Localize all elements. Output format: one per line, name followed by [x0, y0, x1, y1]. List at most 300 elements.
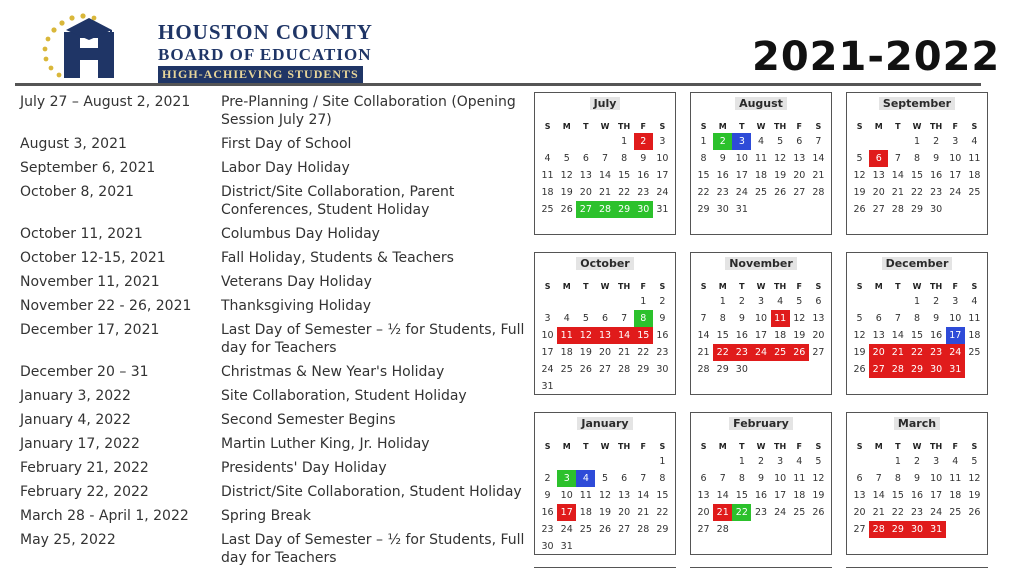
weekday-header: F [796, 441, 802, 451]
calendar-day: 30 [716, 204, 729, 215]
weekday-header: T [739, 441, 745, 451]
calendar-day: 29 [716, 364, 729, 375]
calendar-day: 10 [754, 313, 768, 324]
calendar-day: 23 [732, 344, 751, 361]
calendar-october [534, 252, 676, 395]
calendar-day: 19 [812, 490, 825, 501]
calendar-day: 5 [563, 153, 570, 164]
event-date: October 11, 2021 [20, 226, 143, 242]
calendar-day: 30 [735, 364, 748, 375]
calendar-day: 11 [949, 473, 962, 484]
calendar-day: 27 [869, 361, 888, 378]
calendar-empty-cell [576, 293, 595, 310]
event-row [20, 183, 525, 219]
event-date: October 8, 2021 [20, 184, 134, 200]
calendar-day: 22 [910, 187, 924, 198]
event-row [20, 93, 525, 129]
calendar-day: 28 [891, 204, 904, 215]
district-logo [40, 10, 373, 82]
event-row [20, 273, 525, 291]
calendar-day: 10 [949, 153, 962, 164]
weekday-header: TH [618, 441, 631, 451]
weekday-header: T [739, 281, 745, 291]
calendar-day: 20 [872, 187, 885, 198]
weekday-header: TH [774, 441, 787, 451]
weekday-header: W [912, 441, 922, 451]
calendar-day: 30 [656, 364, 669, 375]
calendar-day: 3 [557, 470, 576, 487]
calendar-day: 6 [796, 136, 803, 147]
calendar-day: 1 [894, 456, 901, 467]
calendar-day: 2 [933, 296, 940, 307]
calendar-empty-cell [850, 453, 869, 470]
calendar-day: 5 [582, 313, 589, 324]
event-row [20, 483, 525, 501]
weekday-header: M [562, 121, 571, 131]
weekday-header: F [796, 121, 802, 131]
event-row [20, 249, 525, 267]
calendar-day: 21 [888, 344, 907, 361]
calendar-day: 26 [790, 344, 809, 361]
weekday-header: S [659, 441, 666, 451]
calendar-day: 9 [933, 313, 940, 324]
calendar-day: 2 [913, 456, 921, 467]
calendar-day: 15 [910, 170, 924, 181]
event-description: District/Site Collaboration, Parent Conferences, Student Holiday [221, 184, 455, 218]
month-name: March [894, 417, 940, 430]
weekday-header: S [659, 121, 666, 131]
calendar-day: 29 [697, 204, 710, 215]
weekday-header: T [583, 281, 589, 291]
weekday-header: S [815, 441, 822, 451]
calendar-day: 2 [634, 133, 653, 150]
calendar-day: 12 [968, 473, 981, 484]
event-date: November 11, 2021 [20, 274, 160, 290]
calendar-day: 8 [659, 473, 666, 484]
weekday-header: W [600, 281, 610, 291]
calendar-day: 22 [732, 504, 751, 521]
calendar-day: 24 [541, 364, 554, 375]
org-tagline: HIGH-ACHIEVING STUDENTS [158, 66, 363, 83]
weekday-header: F [952, 281, 958, 291]
weekday-header: W [756, 121, 766, 131]
calendar-day: 5 [601, 473, 609, 484]
calendar-march [846, 412, 988, 555]
calendar-day: 12 [598, 490, 612, 501]
calendar-day: 3 [952, 296, 959, 307]
calendar-day: 17 [656, 170, 669, 181]
calendar-day: 18 [754, 170, 768, 181]
calendar-day: 18 [774, 330, 787, 341]
event-description: Fall Holiday, Students & Teachers [221, 250, 454, 266]
calendar-day: 13 [793, 153, 806, 164]
calendar-day: 4 [563, 313, 570, 324]
calendar-day: 19 [579, 347, 592, 358]
calendar-day-grid [694, 439, 828, 538]
calendar-day: 12 [853, 330, 866, 341]
event-date: July 27 – August 2, 2021 [20, 94, 191, 110]
calendar-day: 20 [598, 347, 612, 358]
calendar-day-grid [850, 119, 984, 218]
calendar-day: 15 [618, 170, 631, 181]
calendar-day: 31 [735, 204, 748, 215]
calendar-day: 5 [971, 456, 978, 467]
calendar-day: 8 [894, 473, 901, 484]
calendar-day: 14 [891, 170, 904, 181]
weekday-header: T [583, 441, 589, 451]
calendar-day: 29 [656, 524, 669, 535]
calendar-day: 16 [637, 170, 650, 181]
calendar-month-title [847, 97, 987, 111]
event-description: Last Day of Semester – ½ for Students, Full day for Teachers [221, 322, 525, 356]
calendar-day: 6 [601, 313, 609, 324]
calendar-month-title [535, 417, 675, 431]
calendar-empty-cell [576, 453, 595, 470]
calendar-day: 29 [888, 521, 907, 538]
calendar-day: 28 [812, 187, 825, 198]
calendar-day: 15 [656, 490, 669, 501]
calendar-day: 14 [891, 330, 904, 341]
calendar-day: 13 [579, 170, 592, 181]
weekday-header: S [971, 441, 978, 451]
calendar-day: 12 [560, 170, 573, 181]
calendar-day: 18 [968, 170, 981, 181]
calendar-day: 17 [946, 327, 965, 344]
calendar-day: 26 [579, 364, 592, 375]
calendar-day: 10 [949, 313, 962, 324]
calendar-day: 20 [697, 507, 710, 518]
calendar-day: 3 [933, 456, 940, 467]
calendar-day: 11 [968, 153, 981, 164]
event-date: May 25, 2022 [20, 532, 116, 548]
calendar-day: 8 [738, 473, 745, 484]
event-description: Christmas & New Year's Holiday [221, 364, 445, 380]
weekday-header: M [874, 121, 883, 131]
weekday-header: M [562, 441, 571, 451]
calendar-november [690, 252, 832, 395]
calendar-day: 21 [697, 347, 710, 358]
calendar-day: 22 [891, 507, 904, 518]
calendar-empty-cell [615, 453, 634, 470]
calendar-day: 26 [853, 364, 866, 375]
calendar-december [846, 252, 988, 395]
next-month-calendar-edge [534, 567, 676, 572]
calendar-empty-cell [538, 133, 557, 150]
calendar-day: 1 [719, 296, 726, 307]
calendar-january [534, 412, 676, 555]
calendar-empty-cell [850, 293, 869, 310]
calendar-day: 25 [949, 507, 962, 518]
calendar-day: 21 [872, 507, 885, 518]
calendar-empty-cell [888, 293, 907, 310]
weekday-header: TH [774, 121, 787, 131]
calendar-day: 24 [949, 187, 962, 198]
calendar-day: 24 [930, 507, 943, 518]
weekday-header: S [700, 441, 707, 451]
calendar-day: 22 [713, 344, 732, 361]
calendar-day: 22 [656, 507, 669, 518]
calendar-day: 22 [907, 344, 926, 361]
calendar-day-grid [850, 279, 984, 378]
calendar-day: 27 [576, 201, 595, 218]
calendar-day: 27 [872, 204, 885, 215]
calendar-day: 29 [637, 364, 650, 375]
calendar-day: 25 [579, 524, 592, 535]
calendar-day: 28 [595, 201, 614, 218]
calendar-day: 23 [656, 347, 669, 358]
calendar-day: 4 [576, 470, 595, 487]
weekday-header: F [640, 441, 646, 451]
calendar-day: 7 [894, 313, 901, 324]
event-date: January 4, 2022 [20, 412, 131, 428]
calendar-day: 2 [713, 133, 732, 150]
calendar-february [690, 412, 832, 555]
calendar-day: 23 [754, 507, 768, 518]
month-name: July [590, 97, 621, 110]
calendar-day: 4 [952, 456, 959, 467]
calendar-day: 20 [853, 507, 866, 518]
calendar-day: 3 [777, 456, 784, 467]
calendar-day: 26 [968, 507, 981, 518]
calendar-day: 9 [913, 473, 921, 484]
weekday-header: T [739, 121, 745, 131]
next-month-calendar-edge [690, 567, 832, 572]
event-description: Presidents' Day Holiday [221, 460, 387, 476]
weekday-header: S [659, 281, 666, 291]
calendar-day: 11 [793, 473, 806, 484]
calendar-day: 19 [774, 170, 787, 181]
calendar-empty-cell [869, 133, 888, 150]
calendar-day: 13 [853, 490, 866, 501]
event-description: District/Site Collaboration, Student Holiday [221, 484, 522, 500]
calendar-day: 4 [544, 153, 551, 164]
calendar-day: 25 [968, 347, 981, 358]
calendar-day: 31 [656, 204, 669, 215]
weekday-header: M [718, 441, 727, 451]
calendar-empty-cell [595, 133, 614, 150]
weekday-header: F [796, 281, 802, 291]
calendar-day: 8 [621, 153, 628, 164]
calendar-day: 24 [656, 187, 669, 198]
calendar-empty-cell [557, 293, 576, 310]
weekday-header: F [952, 441, 958, 451]
weekday-header: TH [774, 281, 787, 291]
weekday-header: TH [930, 281, 943, 291]
calendar-day: 11 [579, 490, 592, 501]
calendar-day: 2 [757, 456, 765, 467]
calendar-empty-cell [538, 293, 557, 310]
event-row [20, 135, 525, 153]
logo-emblem-icon [40, 10, 158, 82]
calendar-day: 23 [930, 187, 943, 198]
weekday-header: S [544, 281, 551, 291]
calendar-day: 14 [697, 330, 710, 341]
calendar-day: 31 [946, 361, 965, 378]
calendar-day: 18 [541, 187, 554, 198]
calendar-day: 12 [774, 153, 787, 164]
calendar-day: 18 [793, 490, 806, 501]
calendar-day: 14 [716, 490, 729, 501]
weekday-header: S [544, 121, 551, 131]
event-date: February 21, 2022 [20, 460, 149, 476]
calendar-day: 3 [659, 136, 666, 147]
calendar-empty-cell [694, 453, 713, 470]
calendar-day: 2 [738, 296, 745, 307]
month-name: November [725, 257, 797, 270]
school-year-title: 2021-2022 [752, 34, 1001, 80]
calendar-day: 16 [656, 330, 669, 341]
calendar-day: 19 [793, 330, 806, 341]
calendar-day: 5 [777, 136, 784, 147]
calendar-day: 10 [774, 473, 787, 484]
weekday-header: W [600, 121, 610, 131]
calendar-day: 25 [560, 364, 573, 375]
weekday-header: F [952, 121, 958, 131]
calendar-day: 16 [541, 507, 554, 518]
org-name-line1: HOUSTON COUNTY [158, 20, 373, 44]
calendar-day: 7 [621, 313, 628, 324]
event-row [20, 411, 525, 429]
event-row [20, 297, 525, 315]
event-description: Second Semester Begins [221, 412, 396, 428]
calendar-day: 17 [930, 490, 943, 501]
weekday-header: T [895, 281, 901, 291]
calendar-month-title [847, 417, 987, 431]
calendar-day: 12 [576, 327, 595, 344]
calendar-september [846, 92, 988, 235]
weekday-header: W [600, 441, 610, 451]
calendar-day-grid [850, 439, 984, 538]
header-divider [15, 83, 981, 86]
calendar-day: 7 [719, 473, 726, 484]
calendar-day: 24 [735, 187, 748, 198]
calendar-day: 9 [719, 153, 726, 164]
weekday-header: S [815, 281, 822, 291]
calendar-day: 14 [598, 170, 612, 181]
calendar-day: 22 [697, 187, 710, 198]
calendar-day: 24 [946, 344, 965, 361]
calendar-day: 25 [793, 507, 806, 518]
next-month-calendar-edge [846, 567, 988, 572]
calendar-day: 22 [637, 347, 650, 358]
calendar-day: 12 [853, 170, 866, 181]
calendar-day: 7 [875, 473, 882, 484]
calendar-day: 19 [598, 507, 612, 518]
weekday-header: S [815, 121, 822, 131]
month-name: January [577, 417, 632, 430]
calendar-day: 10 [930, 473, 943, 484]
calendar-day: 5 [856, 153, 863, 164]
calendar-day: 5 [796, 296, 803, 307]
calendar-day: 23 [927, 344, 946, 361]
calendar-day: 14 [812, 153, 825, 164]
event-date: January 3, 2022 [20, 388, 131, 404]
calendar-day: 27 [853, 524, 866, 535]
calendar-day-grid [538, 119, 672, 218]
calendar-day: 28 [716, 524, 729, 535]
month-name: August [735, 97, 787, 110]
event-date: September 6, 2021 [20, 160, 156, 176]
calendar-empty-cell [869, 293, 888, 310]
weekday-header: M [874, 281, 883, 291]
calendar-day: 4 [971, 136, 978, 147]
event-date: November 22 - 26, 2021 [20, 298, 192, 314]
calendar-day: 3 [952, 136, 959, 147]
event-date: March 28 - April 1, 2022 [20, 508, 189, 524]
calendar-day: 4 [757, 136, 765, 147]
calendar-day: 10 [656, 153, 669, 164]
weekday-header: W [756, 441, 766, 451]
event-date: February 22, 2022 [20, 484, 149, 500]
event-description: Thanksgiving Holiday [221, 298, 372, 314]
calendar-day: 6 [869, 150, 888, 167]
calendar-day-grid [694, 119, 828, 218]
calendar-day: 13 [697, 490, 710, 501]
event-row [20, 321, 525, 357]
event-row [20, 159, 525, 177]
calendar-day: 8 [913, 153, 921, 164]
calendar-day: 11 [557, 327, 576, 344]
calendar-day: 17 [949, 170, 962, 181]
calendar-day: 28 [869, 521, 888, 538]
calendar-empty-cell [576, 133, 595, 150]
calendar-day: 11 [541, 170, 554, 181]
calendar-day: 9 [544, 490, 551, 501]
calendar-day: 21 [598, 187, 612, 198]
calendar-day: 1 [659, 456, 666, 467]
event-description: Veterans Day Holiday [221, 274, 372, 290]
calendar-day: 2 [659, 296, 666, 307]
calendar-day: 21 [618, 347, 631, 358]
calendar-day: 13 [812, 313, 825, 324]
calendar-day: 26 [598, 524, 612, 535]
org-name-line2: BOARD OF EDUCATION [158, 45, 372, 64]
calendar-month-title [691, 417, 831, 431]
calendar-day: 7 [700, 313, 707, 324]
calendar-day: 20 [812, 330, 825, 341]
calendar-month-title [535, 257, 675, 271]
month-name: December [882, 257, 953, 270]
calendar-day: 9 [757, 473, 765, 484]
event-row [20, 387, 525, 405]
calendar-day: 15 [697, 170, 710, 181]
calendar-day: 25 [771, 344, 790, 361]
calendar-day: 26 [560, 204, 573, 215]
calendar-day: 1 [621, 136, 628, 147]
calendar-day: 7 [640, 473, 647, 484]
weekday-header: M [874, 441, 883, 451]
calendar-day: 17 [774, 490, 787, 501]
calendar-empty-cell [634, 453, 653, 470]
calendar-day: 17 [735, 170, 748, 181]
calendar-day: 6 [856, 473, 863, 484]
calendar-day: 1 [738, 456, 745, 467]
month-name: February [729, 417, 793, 430]
calendar-day: 28 [697, 364, 710, 375]
calendar-day: 6 [875, 313, 882, 324]
calendar-day: 20 [618, 507, 631, 518]
calendar-empty-cell [888, 133, 907, 150]
event-date: December 20 – 31 [20, 364, 149, 380]
calendar-day: 9 [659, 313, 666, 324]
calendar-day: 24 [560, 524, 573, 535]
calendar-day: 20 [869, 344, 888, 361]
event-description: Site Collaboration, Student Holiday [221, 388, 467, 404]
calendar-day: 21 [637, 507, 650, 518]
calendar-month-title [691, 97, 831, 111]
calendar-day: 19 [853, 187, 866, 198]
calendar-day: 26 [774, 187, 787, 198]
